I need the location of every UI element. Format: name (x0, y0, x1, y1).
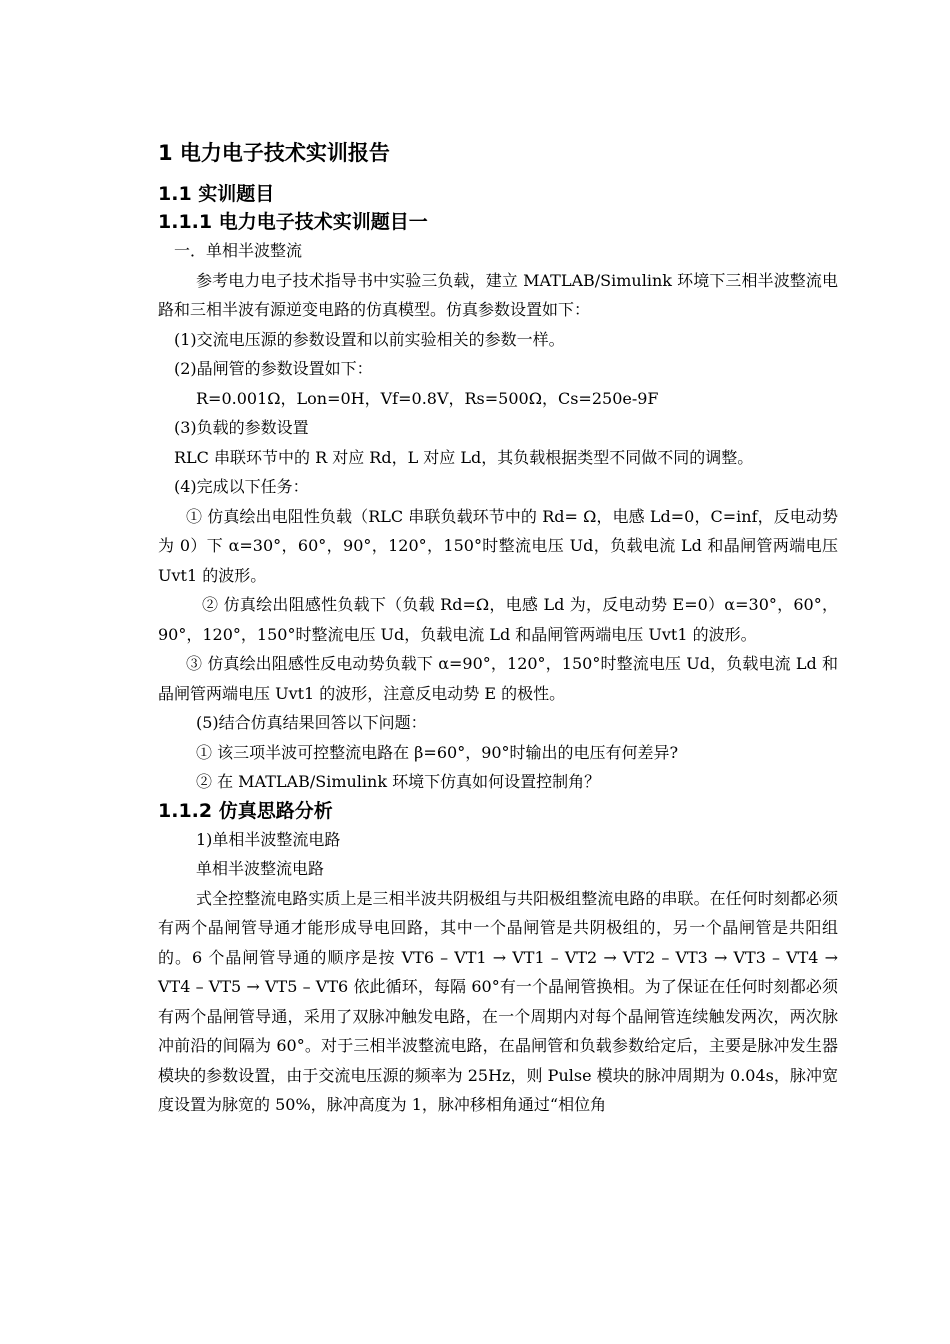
item-2: (2)晶闸管的参数设置如下： (174, 359, 373, 378)
question-1: ① 该三项半波可控整流电路在 β=60°，90°时输出的电压有何差异? (196, 742, 679, 762)
task-3: ③ 仿真绘出阻感性反电动势负载下 α=90°，120°，150°时整流电压 Ud，负载电流 Ld 和晶闸管两端电压 Uvt1 的波形，注意反电动势 E 的极性。 (158, 654, 838, 703)
subsection-heading-analysis: 1.1.2 仿真思路分析 (158, 799, 333, 822)
intro-paragraph: 参考电力电子技术指导书中实验三负载，建立 MATLAB/Simulink 环境下三相半波整流电路和三相半波有源逆变电路的仿真模型。仿真参数设置如下： (158, 270, 838, 319)
item-3: (3)负载的参数设置 (174, 418, 309, 437)
thyristor-params: R=0.001Ω，Lon=0H，Vf=0.8V，Rs=500Ω，Cs=250e-9F (196, 388, 659, 408)
subsection-heading-topic-one: 1.1.1 电力电子技术实训题目一 (158, 211, 428, 233)
chapter-heading: 1 电力电子技术实训报告 (158, 141, 390, 165)
task-2: ② 仿真绘出阻感性负载下（负载 Rd=Ω，电感 Ld 为，反电动势 E=0）α=30°，60°，90°，120°，150°时整流电压 Ud，负载电流 Ld 和晶闸管两端电压 Uvt1 的波形。 (158, 595, 838, 644)
sub-item-1-title: 单相半波整流电路 (196, 859, 325, 878)
item-4: (4)完成以下任务： (174, 477, 309, 496)
task-1: ① 仿真绘出电阻性负载（RLC 串联负载环节中的 Rd= Ω，电感 Ld=0，C=inf，反电动势为 0）下 α=30°，60°，90°，120°，150°时整流电压 Ud，负载电流 Ld 和晶闸管两端电压 Uvt1 的波形。 (158, 506, 838, 585)
question-2: ② 在 MATLAB/Simulink 环境下仿真如何设置控制角？ (196, 772, 601, 791)
document-page (158, 130, 838, 1120)
section-heading-training-topics: 1.1 实训题目 (158, 183, 275, 205)
analysis-paragraph: 式全控整流电路实质上是三相半波共阴极组与共阳极组整流电路的串联。在任何时刻都必须有两个晶闸管导通才能形成导电回路，其中一个晶闸管是共阴极组的，另一个晶闸管是共阳组的。6 个晶闸管导通的顺序是按 VT6 – VT1 → VT1 – VT2 → VT2 – VT3 → VT3 – VT4 → VT4 – VT5 → VT5 – VT6 依此循环，每隔 60°有一个晶闸管换相。为了保证在任何时刻都必须有两个晶闸管导通，采用了双脉冲触发电路，在一个周期内对每个晶闸管连续触发两次，两次脉冲前沿的间隔为 60°。对于三相半波整流电路，在晶闸管和负载参数给定后，主要是脉冲发生器模块的参数设置，由于交流电压源的频率为 25Hz，则 Pulse 模块的脉冲周期为 0.04s，脉冲宽度设置为脉宽的 50%，脉冲高度为 1，脉冲移相角通过“相位角 (158, 888, 838, 1114)
section-one-title: 一．单相半波整流 (174, 241, 303, 260)
sub-item-1: 1)单相半波整流电路 (196, 829, 341, 849)
item-1: (1)交流电压源的参数设置和以前实验相关的参数一样。 (174, 329, 565, 349)
item-5: (5)结合仿真结果回答以下问题： (196, 713, 427, 732)
rlc-paragraph: RLC 串联环节中的 R 对应 Rd，L 对应 Ld，其负载根据类型不同做不同的调整。 (174, 447, 754, 467)
